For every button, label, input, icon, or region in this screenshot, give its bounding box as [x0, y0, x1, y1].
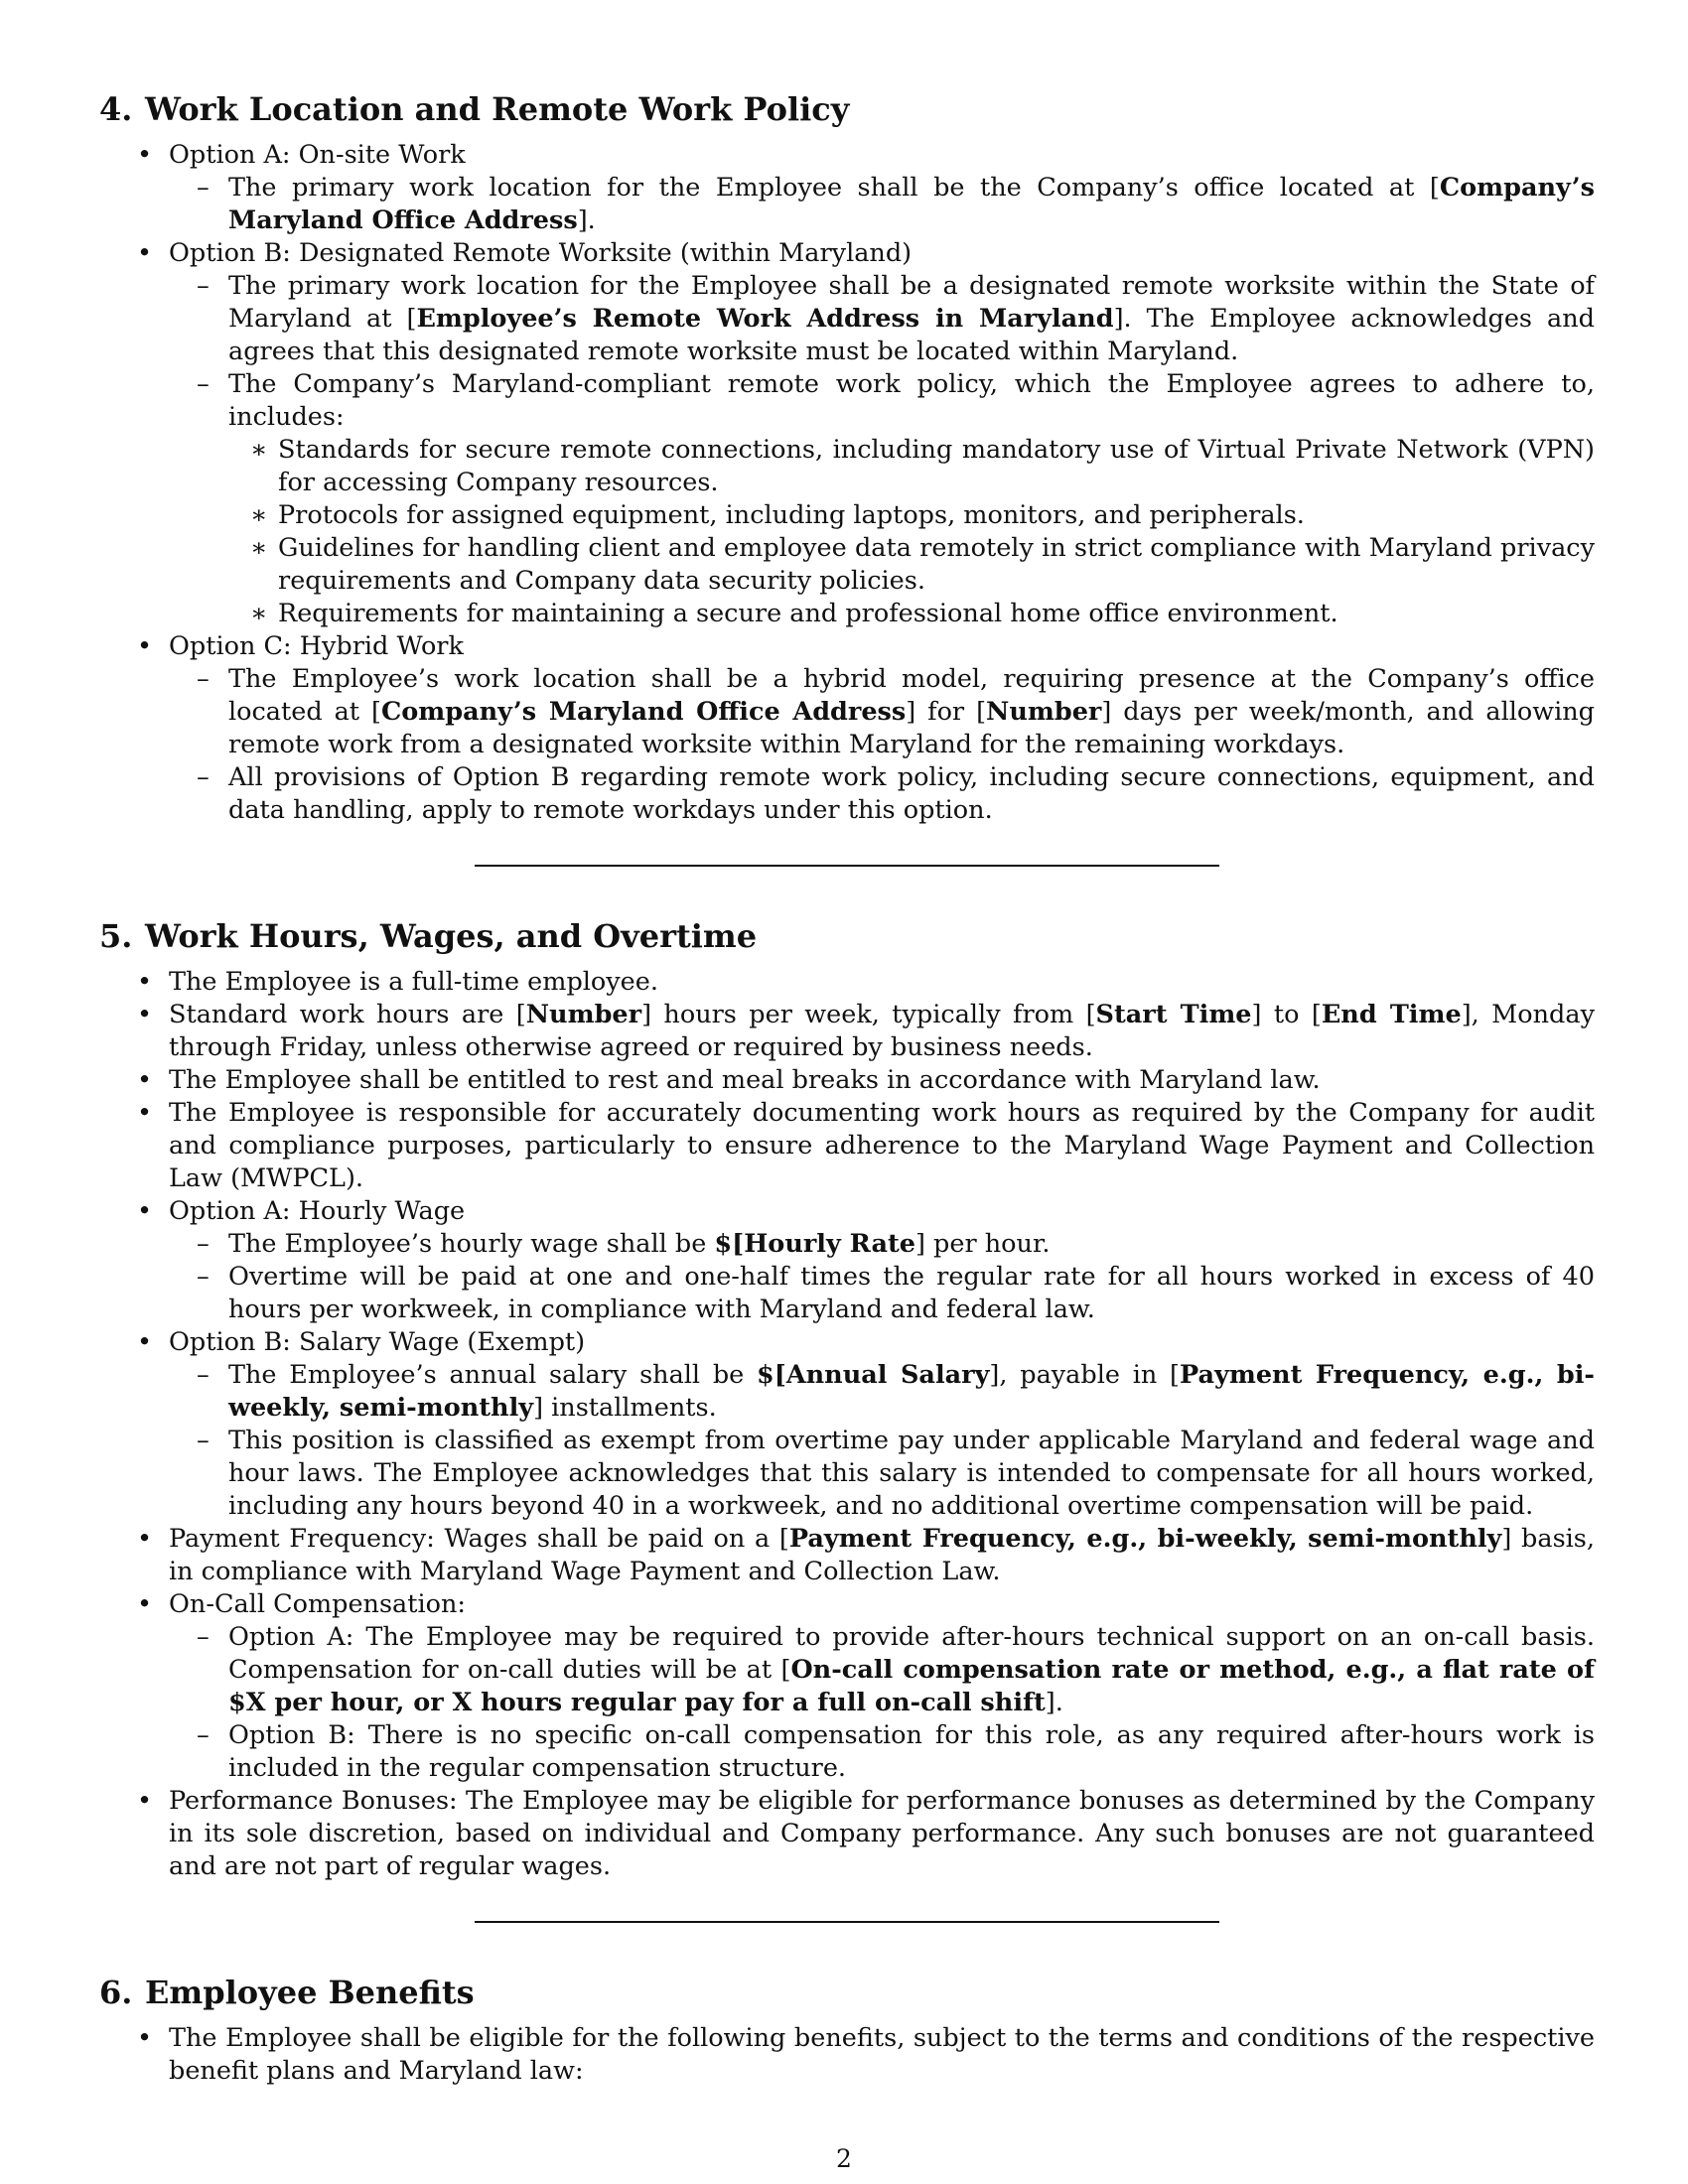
section-number: 4. — [99, 90, 133, 128]
placeholder-field: Company’s Maryland Office Address — [228, 173, 1595, 235]
list-item — [169, 270, 1595, 368]
list-item — [169, 1228, 1595, 1261]
placeholder-field: On-call compensation rate or method, e.g., a flat rate of $X per hour, or X hours regular pay for a full on-call shift — [228, 1655, 1595, 1717]
text: The Employee’s hourly wage shall be — [228, 1229, 715, 1259]
section-6-heading — [99, 1973, 1595, 2012]
list-item — [169, 1359, 1595, 1425]
text: ] days per week/month, and allowing remote work from a designated worksite within Maryland for the remaining workdays. — [228, 697, 1595, 759]
page-number: 2 — [836, 2144, 852, 2173]
section-5-heading — [99, 916, 1595, 956]
section-number: 6. — [99, 1974, 133, 2011]
list-item: – This position is classified as exempt from overtime pay under applicable Maryland and federal wage and hour laws. The Employee acknowledges that this salary is intended to compensate for all hours worked, including any hours beyond 40 in a workweek, and no additional overtime compensation will be paid. — [169, 1425, 1595, 1523]
list-item — [99, 999, 1595, 1064]
list-item: • Performance Bonuses: The Employee may be eligible for performance bonuses as determined by the Company in its sole discretion, based on individual and Company performance. Any such bonuses are not guaranteed and are not part of regular wages. — [99, 1785, 1595, 1883]
list-item — [99, 1523, 1595, 1588]
text: ] per hour. — [914, 1229, 1051, 1259]
text: The Employee’s work location shall be a hybrid model, requiring presence at the Company’s office located at [ — [228, 664, 1595, 727]
text: The primary work location for the Employee shall be a designated remote worksite within the State of Maryland at [ — [228, 271, 1595, 334]
placeholder-field: Start Time — [1095, 1000, 1252, 1029]
list-item: ∗ Guidelines for handling client and employee data remotely in strict compliance with Maryland privacy requirements and Company data security policies. — [228, 532, 1595, 598]
text: ] hours per week, typically from [ — [641, 1000, 1096, 1029]
section-4-heading — [99, 89, 1595, 129]
list-item: • The Employee shall be entitled to rest and meal breaks in accordance with Maryland law. — [99, 1064, 1595, 1097]
option-label: On-Call Compensation: — [169, 1589, 467, 1619]
section-title: Work Location and Remote Work Policy — [145, 90, 850, 128]
placeholder-field: $[Annual Salary — [757, 1360, 990, 1390]
list-item: • The Employee is a full-time employee. — [99, 966, 1595, 999]
placeholder-field: Company’s Maryland Office Address — [380, 697, 907, 727]
list-item — [99, 1588, 1595, 1785]
list-item — [99, 630, 1595, 827]
text: ] basis, in compliance with Maryland Wage Payment and Collection Law. — [169, 1524, 1595, 1586]
text: Option A: The Employee may be required to provide after-hours technical support on an on-call basis. Compensation for on-call duties will be at [ — [228, 1622, 1595, 1685]
list-item — [99, 237, 1595, 630]
placeholder-field: Payment Frequency, e.g., bi-weekly, semi-monthly — [228, 1360, 1596, 1423]
section-5-list — [99, 966, 1595, 1883]
list-item: ∗ Protocols for assigned equipment, including laptops, monitors, and peripherals. — [228, 499, 1595, 532]
text: ]. — [1045, 1688, 1063, 1717]
section-title: Work Hours, Wages, and Overtime — [145, 917, 758, 955]
text: ] to [ — [1251, 1000, 1322, 1029]
text: ]. The Employee acknowledges and agrees that this designated remote worksite must be located within Maryland. — [228, 304, 1595, 366]
option-label: Option A: Hourly Wage — [169, 1196, 466, 1226]
list-item — [169, 663, 1595, 761]
section-4-list — [99, 139, 1595, 827]
text: ] installments. — [533, 1393, 717, 1423]
section-number: 5. — [99, 917, 133, 955]
list-item: ∗ Standards for secure remote connections, including mandatory use of Virtual Private Network (VPN) for accessing Company resources. — [228, 434, 1595, 499]
placeholder-field: Number — [986, 697, 1102, 727]
option-label: Option A: On-site Work — [169, 140, 466, 170]
text: Standard work hours are [ — [169, 1000, 526, 1029]
list-item: • The Employee is responsible for accurately documenting work hours as required by the Company for audit and compliance purposes, particularly to ensure adherence to the Maryland Wage Payment and Collection Law (MWPCL). — [99, 1097, 1595, 1195]
section-divider — [475, 865, 1219, 867]
text: ] for [ — [906, 697, 987, 727]
list-item — [169, 368, 1595, 630]
placeholder-field: Number — [525, 1000, 642, 1029]
section-divider — [475, 1921, 1219, 1923]
text: Payment Frequency: Wages shall be paid on a [ — [169, 1524, 789, 1554]
text: The Employee’s annual salary shall be — [228, 1360, 758, 1390]
list-item: – Overtime will be paid at one and one-half times the regular rate for all hours worked in excess of 40 hours per workweek, in compliance with Maryland and federal law. — [169, 1261, 1595, 1326]
list-item — [99, 1326, 1595, 1523]
list-item — [169, 172, 1595, 237]
option-label: Option B: Designated Remote Worksite (within Maryland) — [169, 238, 913, 268]
option-label: Option B: Salary Wage (Exempt) — [169, 1327, 586, 1357]
list-item: ∗ Requirements for maintaining a secure and professional home office environment. — [228, 598, 1595, 630]
list-item — [99, 139, 1595, 237]
placeholder-field: Payment Frequency, e.g., bi-weekly, semi-monthly — [788, 1524, 1502, 1554]
list-item — [99, 1195, 1595, 1326]
text: ]. — [577, 205, 596, 235]
document-page — [99, 89, 1595, 2088]
text: ], Monday through Friday, unless otherwise agreed or required by business needs. — [169, 1000, 1595, 1062]
placeholder-field: Employee’s Remote Work Address in Maryland — [416, 304, 1114, 334]
text: ], payable in [ — [989, 1360, 1181, 1390]
section-6-list — [99, 2022, 1595, 2088]
list-item — [169, 1621, 1595, 1719]
section-title: Employee Benefits — [145, 1974, 475, 2011]
placeholder-field: End Time — [1321, 1000, 1462, 1029]
text: The primary work location for the Employee shall be the Company’s office located at [ — [228, 173, 1440, 203]
list-item: – Option B: There is no specific on-call compensation for this role, as any required after-hours work is included in the regular compensation structure. — [169, 1719, 1595, 1785]
option-label: Option C: Hybrid Work — [169, 631, 464, 661]
placeholder-field: $[Hourly Rate — [714, 1229, 915, 1259]
list-item: • The Employee shall be eligible for the following benefits, subject to the terms and conditions of the respective benefit plans and Maryland law: — [99, 2022, 1595, 2088]
list-item: – All provisions of Option B regarding remote work policy, including secure connections, equipment, and data handling, apply to remote workdays under this option. — [169, 761, 1595, 827]
text: The Company’s Maryland-compliant remote work policy, which the Employee agrees to adhere to, includes: — [228, 369, 1595, 432]
